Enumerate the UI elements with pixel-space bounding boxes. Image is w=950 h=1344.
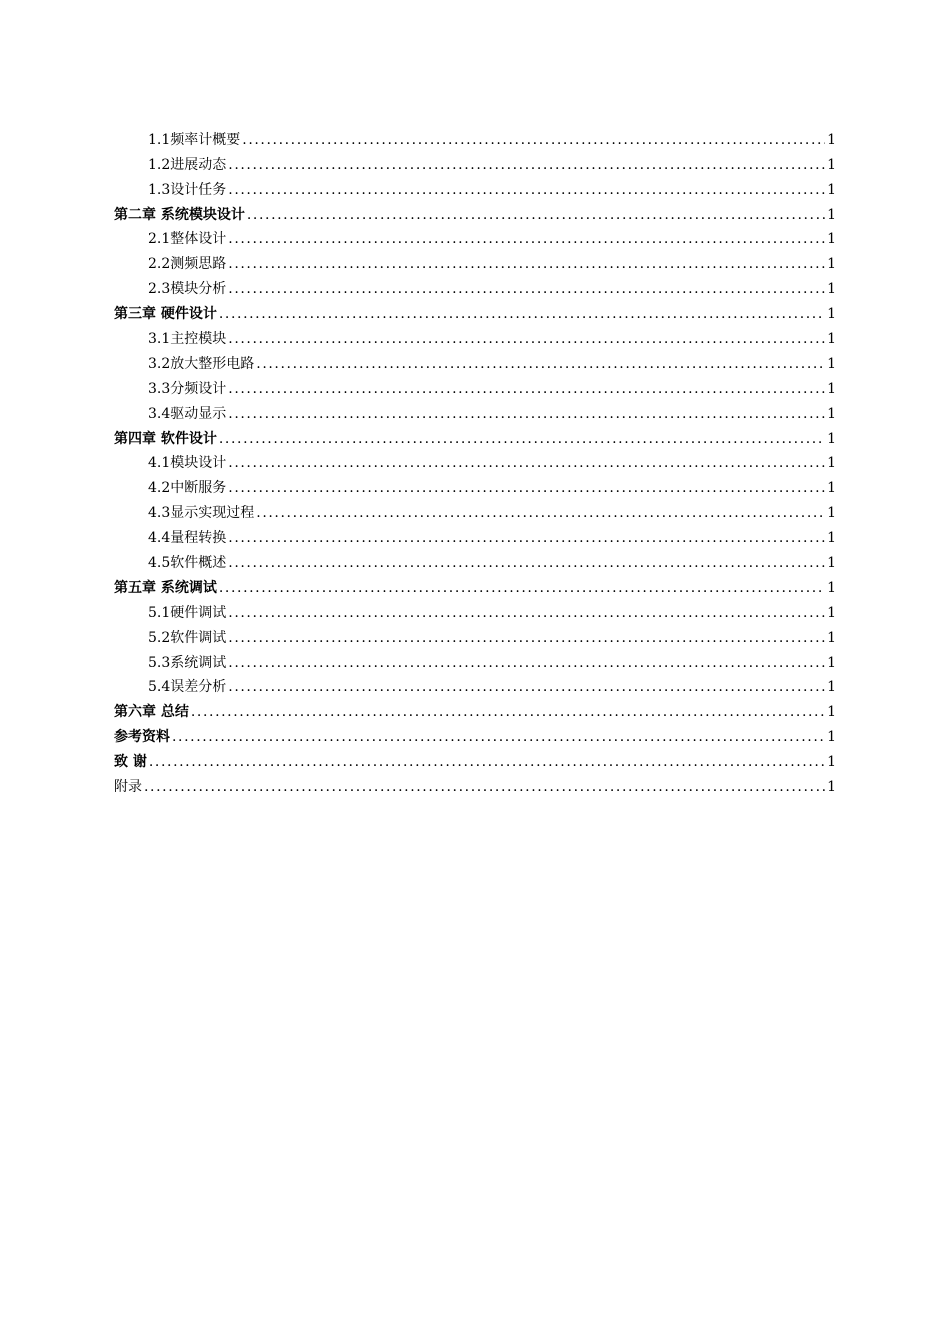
toc-entry-title: 第五章 系统调试 xyxy=(114,579,217,596)
toc-chapter-entry[interactable] xyxy=(114,572,836,597)
toc-page-number: 1 xyxy=(827,530,836,547)
table-of-contents xyxy=(114,124,836,796)
toc-dot-leader xyxy=(228,330,825,348)
toc-entry-title: 4.1模块设计 xyxy=(148,455,227,472)
toc-page-number: 1 xyxy=(827,629,836,646)
toc-dot-leader xyxy=(219,430,825,448)
toc-dot-leader xyxy=(228,604,825,622)
toc-entry-title: 3.4驱动显示 xyxy=(148,405,227,422)
toc-entry-title: 第六章 总结 xyxy=(114,704,189,721)
toc-dot-leader xyxy=(228,529,825,547)
toc-entry-title: 3.1主控模块 xyxy=(148,331,227,348)
toc-section-entry[interactable] xyxy=(114,398,836,423)
toc-dot-leader xyxy=(247,206,825,224)
toc-page-number: 1 xyxy=(827,654,836,671)
toc-chapter-entry[interactable] xyxy=(114,721,836,746)
toc-dot-leader xyxy=(242,131,825,149)
toc-page-number: 1 xyxy=(827,331,836,348)
toc-page-number: 1 xyxy=(827,505,836,522)
toc-dot-leader xyxy=(228,405,825,423)
toc-entry-title: 4.5软件概述 xyxy=(148,555,227,572)
toc-entry-title: 2.2测频思路 xyxy=(148,256,227,273)
toc-dot-leader xyxy=(228,554,825,572)
toc-section-entry[interactable] xyxy=(114,248,836,273)
toc-section-entry[interactable] xyxy=(114,174,836,199)
toc-page-number: 1 xyxy=(827,355,836,372)
toc-entry-title: 第四章 软件设计 xyxy=(114,430,217,447)
toc-section-entry[interactable] xyxy=(114,323,836,348)
toc-entry-title: 1.2进展动态 xyxy=(148,156,227,173)
toc-section-entry[interactable] xyxy=(114,597,836,622)
toc-section-entry[interactable] xyxy=(114,472,836,497)
toc-entry[interactable] xyxy=(114,771,836,796)
toc-dot-leader xyxy=(228,629,825,647)
toc-page-number: 1 xyxy=(827,181,836,198)
toc-chapter-entry[interactable] xyxy=(114,199,836,224)
toc-section-entry[interactable] xyxy=(114,348,836,373)
toc-section-entry[interactable] xyxy=(114,647,836,672)
toc-entry-title: 5.1硬件调试 xyxy=(148,604,227,621)
toc-entry-title: 参考资料 xyxy=(114,729,170,746)
toc-chapter-entry[interactable] xyxy=(114,696,836,721)
toc-chapter-entry[interactable] xyxy=(114,746,836,771)
toc-section-entry[interactable] xyxy=(114,622,836,647)
toc-chapter-entry[interactable] xyxy=(114,298,836,323)
toc-dot-leader xyxy=(219,305,825,323)
toc-page-number: 1 xyxy=(827,306,836,323)
toc-dot-leader xyxy=(256,504,825,522)
toc-dot-leader xyxy=(191,703,825,721)
toc-page-number: 1 xyxy=(827,256,836,273)
toc-entry-title: 1.3设计任务 xyxy=(148,181,227,198)
toc-dot-leader xyxy=(172,728,825,746)
toc-section-entry[interactable] xyxy=(114,124,836,149)
toc-section-entry[interactable] xyxy=(114,373,836,398)
toc-entry-title: 4.3显示实现过程 xyxy=(148,505,255,522)
toc-entry-title: 4.4量程转换 xyxy=(148,530,227,547)
toc-dot-leader xyxy=(219,579,825,597)
toc-dot-leader xyxy=(228,454,825,472)
toc-page-number: 1 xyxy=(827,480,836,497)
toc-page-number: 1 xyxy=(827,380,836,397)
toc-page-number: 1 xyxy=(827,281,836,298)
toc-dot-leader xyxy=(228,181,825,199)
toc-page-number: 1 xyxy=(827,604,836,621)
toc-dot-leader xyxy=(228,678,825,696)
toc-entry-title: 2.1整体设计 xyxy=(148,231,227,248)
toc-entry-title: 1.1频率计概要 xyxy=(148,131,241,148)
toc-chapter-entry[interactable] xyxy=(114,423,836,448)
toc-entry-title: 2.3模块分析 xyxy=(148,281,227,298)
toc-section-entry[interactable] xyxy=(114,224,836,249)
toc-entry-title: 3.2放大整形电路 xyxy=(148,355,255,372)
toc-dot-leader xyxy=(228,380,825,398)
toc-dot-leader xyxy=(149,753,825,771)
toc-section-entry[interactable] xyxy=(114,672,836,697)
toc-section-entry[interactable] xyxy=(114,522,836,547)
toc-dot-leader xyxy=(144,778,825,796)
toc-page-number: 1 xyxy=(827,704,836,721)
toc-dot-leader xyxy=(228,479,825,497)
toc-page-number: 1 xyxy=(827,754,836,771)
toc-page-number: 1 xyxy=(827,405,836,422)
toc-page-number: 1 xyxy=(827,131,836,148)
toc-dot-leader xyxy=(228,255,825,273)
toc-page-number: 1 xyxy=(827,455,836,472)
toc-dot-leader xyxy=(228,654,825,672)
toc-entry-title: 5.3系统调试 xyxy=(148,654,227,671)
toc-page-number: 1 xyxy=(827,231,836,248)
toc-page-number: 1 xyxy=(827,779,836,796)
toc-section-entry[interactable] xyxy=(114,448,836,473)
toc-page-number: 1 xyxy=(827,156,836,173)
toc-entry-title: 致 谢 xyxy=(114,754,147,771)
toc-entry-title: 附录 xyxy=(114,779,142,796)
toc-dot-leader xyxy=(256,355,825,373)
toc-page-number: 1 xyxy=(827,430,836,447)
toc-section-entry[interactable] xyxy=(114,273,836,298)
toc-entry-title: 5.4误差分析 xyxy=(148,679,227,696)
toc-page-number: 1 xyxy=(827,579,836,596)
toc-entry-title: 第三章 硬件设计 xyxy=(114,306,217,323)
toc-dot-leader xyxy=(228,156,825,174)
toc-section-entry[interactable] xyxy=(114,547,836,572)
toc-page-number: 1 xyxy=(827,729,836,746)
toc-page-number: 1 xyxy=(827,206,836,223)
toc-entry-title: 5.2软件调试 xyxy=(148,629,227,646)
toc-entry-title: 第二章 系统模块设计 xyxy=(114,206,245,223)
toc-page-number: 1 xyxy=(827,679,836,696)
toc-page-number: 1 xyxy=(827,555,836,572)
toc-dot-leader xyxy=(228,230,825,248)
toc-dot-leader xyxy=(228,280,825,298)
toc-section-entry[interactable] xyxy=(114,497,836,522)
toc-section-entry[interactable] xyxy=(114,149,836,174)
toc-entry-title: 4.2中断服务 xyxy=(148,480,227,497)
toc-entry-title: 3.3分频设计 xyxy=(148,380,227,397)
